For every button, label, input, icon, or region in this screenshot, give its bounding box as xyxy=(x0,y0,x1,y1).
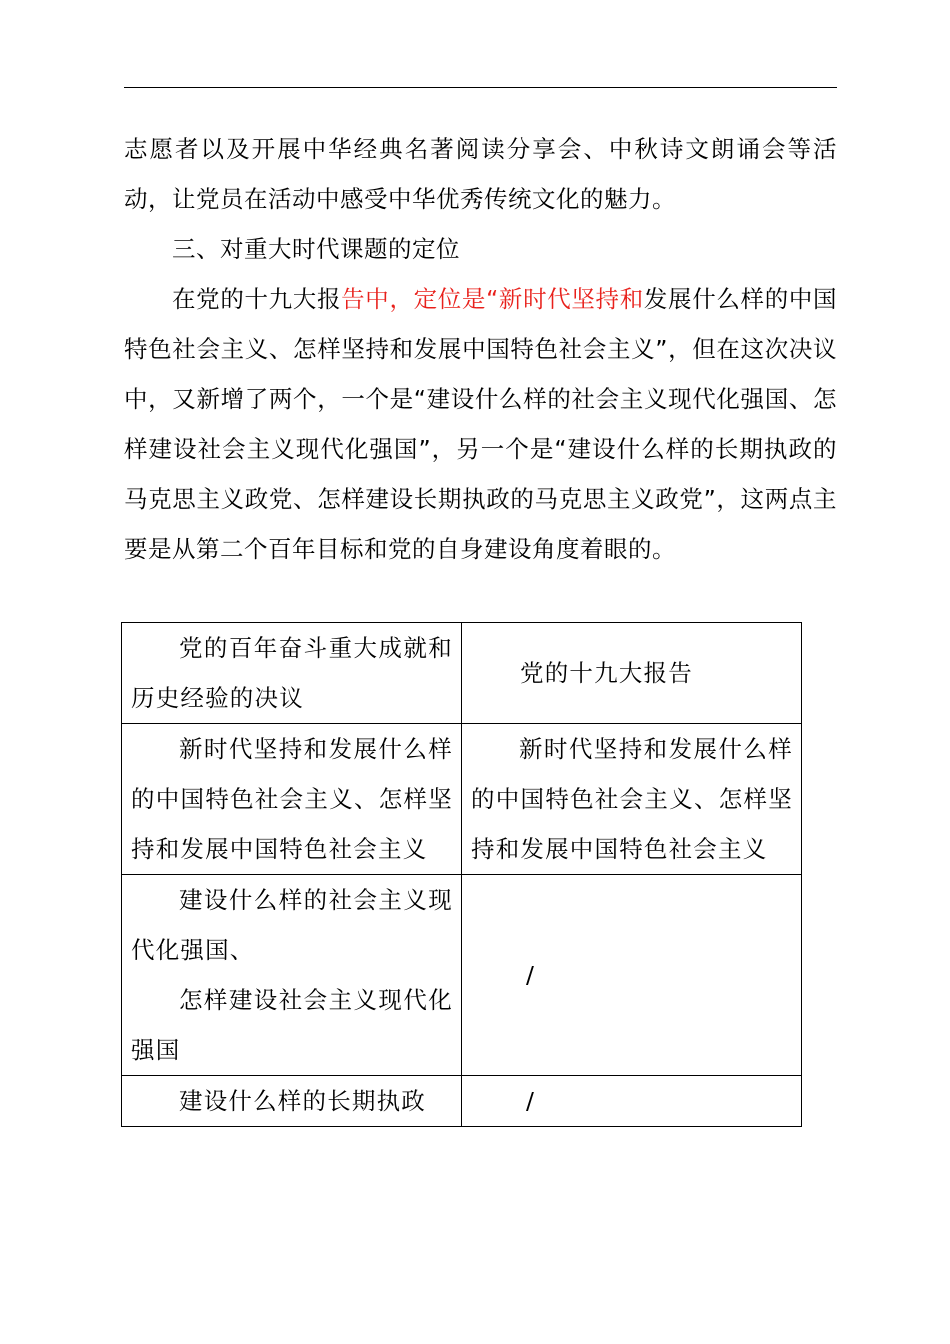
row1-left-text: 新时代坚持和发展什么样的中国特色社会主义、怎样坚持和发展中国特色社会主义 xyxy=(131,735,453,863)
table-cell xyxy=(122,1076,462,1127)
table-cell xyxy=(122,724,462,875)
table-header-row xyxy=(122,623,802,724)
paragraph-positioning xyxy=(124,274,837,574)
row1-right-text: 新时代坚持和发展什么样的中国特色社会主义、怎样坚持和发展中国特色社会主义 xyxy=(471,735,793,863)
row3-left-text: 建设什么样的长期执政 xyxy=(179,1087,426,1115)
table-row xyxy=(122,724,802,875)
table-cell xyxy=(462,724,802,875)
section-heading: 三、对重大时代课题的定位 xyxy=(172,235,460,263)
row2-left-text-b: 怎样建设社会主义现代化强国 xyxy=(131,986,453,1064)
document-body xyxy=(124,124,837,574)
row2-left-text-a: 建设什么样的社会主义现代化强国、 xyxy=(131,886,453,964)
paragraph-text-start: 在党的十九大报 xyxy=(172,285,342,313)
paragraph-activities: 志愿者以及开展中华经典名著阅读分享会、中秋诗文朗诵会等活动，让党员在活动中感受中华优秀传统文化的魅力。 xyxy=(124,135,837,213)
highlighted-text: 告中，定位是“新时代坚持和 xyxy=(341,285,644,313)
table-cell xyxy=(462,1076,802,1127)
paragraph-text-rest: 发展什么样的中国特色社会主义、怎样坚持和发展中国特色社会主义”，但在这次决议中，又新增了两个，一个是“建设什么样的社会主义现代化强国、怎样建设社会主义现代化强国”，另一个是“建设什么样的长期执政的马克思主义政党、怎样建设长期执政的马克思主义政党”，这两点主要是从第二个百年目标和党的自身建设角度着眼的。 xyxy=(124,285,838,563)
row3-right-text: / xyxy=(526,1087,536,1115)
table-row xyxy=(122,875,802,1076)
table-header-cell xyxy=(122,623,462,724)
table-cell xyxy=(462,875,802,1076)
row2-right-text: / xyxy=(526,961,536,989)
header-left-text: 党的百年奋斗重大成就和历史经验的决议 xyxy=(131,634,453,712)
header-right-text: 党的十九大报告 xyxy=(520,659,693,687)
table-header-cell xyxy=(462,623,802,724)
comparison-table xyxy=(121,622,802,1127)
table-cell xyxy=(122,875,462,1076)
header-rule xyxy=(124,87,837,88)
table-row xyxy=(122,1076,802,1127)
